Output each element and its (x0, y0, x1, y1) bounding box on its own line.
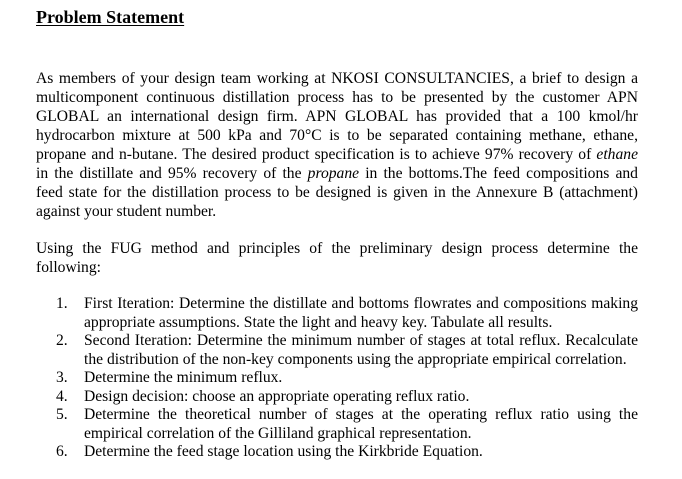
task-text: Determine the theoretical number of stages at the operating reflux ratio using the (84, 406, 638, 423)
task-list (56, 295, 638, 462)
description-line: against your student number. (36, 203, 217, 220)
task-text: First Iteration: Determine the distillate and bottoms flowrates and compositions making (84, 295, 638, 312)
task-item-3 (56, 369, 638, 388)
description-line: As members of your design team working at NKOSI CONSULTANCIES, a brief to design a (36, 70, 638, 87)
description-line: GLOBAL an international design firm. APN GLOBAL has provided that a 100 kmol/hr (36, 108, 638, 125)
description-text: in the bottoms.The feed compositions and (365, 165, 638, 182)
task-item-4 (56, 388, 638, 407)
task-text: Second Iteration: Determine the minimum number of stages at total reflux. Recalculate (84, 332, 638, 349)
description-text: in the distillate and 95% recovery of the (36, 165, 302, 182)
task-number: 6. (56, 443, 68, 460)
task-text: Design decision: choose an appropriate operating reflux ratio. (84, 387, 470, 405)
description-line: feed state for the distillation process to be designed is given in the Annexure B (attachment) (36, 184, 638, 201)
task-text: the distribution of the non-key components using the appropriate empirical correlation. (84, 350, 627, 368)
instructions-line: Using the FUG method and principles of the preliminary design process determine the (36, 240, 638, 257)
component-ethane: ethane (596, 146, 638, 163)
instructions-paragraph (36, 239, 638, 277)
problem-description (36, 69, 638, 221)
task-number: 3. (56, 369, 68, 386)
task-text: appropriate assumptions. State the light and heavy key. Tabulate all results. (84, 313, 553, 331)
task-text: Determine the feed stage location using the Kirkbride Equation. (84, 443, 483, 460)
task-text: Determine the minimum reflux. (84, 369, 283, 386)
description-line-recovery-ethane (36, 145, 638, 164)
description-line-recovery-propane (36, 164, 638, 183)
component-propane: propane (307, 165, 360, 182)
description-line: multicomponent continuous distillation process has to be presented by the customer APN (36, 89, 638, 106)
instructions-line: following: (36, 259, 101, 276)
task-number: 4. (56, 387, 68, 405)
task-number: 2. (56, 332, 68, 349)
description-text: propane and n-butane. The desired product specification is to achieve 97% recovery of (36, 146, 592, 163)
task-item-5 (56, 406, 638, 443)
task-item-6 (56, 443, 638, 462)
task-text: empirical correlation of the Gilliland graphical representation. (84, 424, 472, 442)
task-number: 5. (56, 406, 68, 423)
task-item-2 (56, 332, 638, 369)
task-number: 1. (56, 295, 68, 312)
page-title: Problem Statement (36, 7, 185, 27)
description-line: hydrocarbon mixture at 500 kPa and 70°C is to be separated containing methane, ethane, (36, 127, 638, 144)
task-item-1 (56, 295, 638, 332)
